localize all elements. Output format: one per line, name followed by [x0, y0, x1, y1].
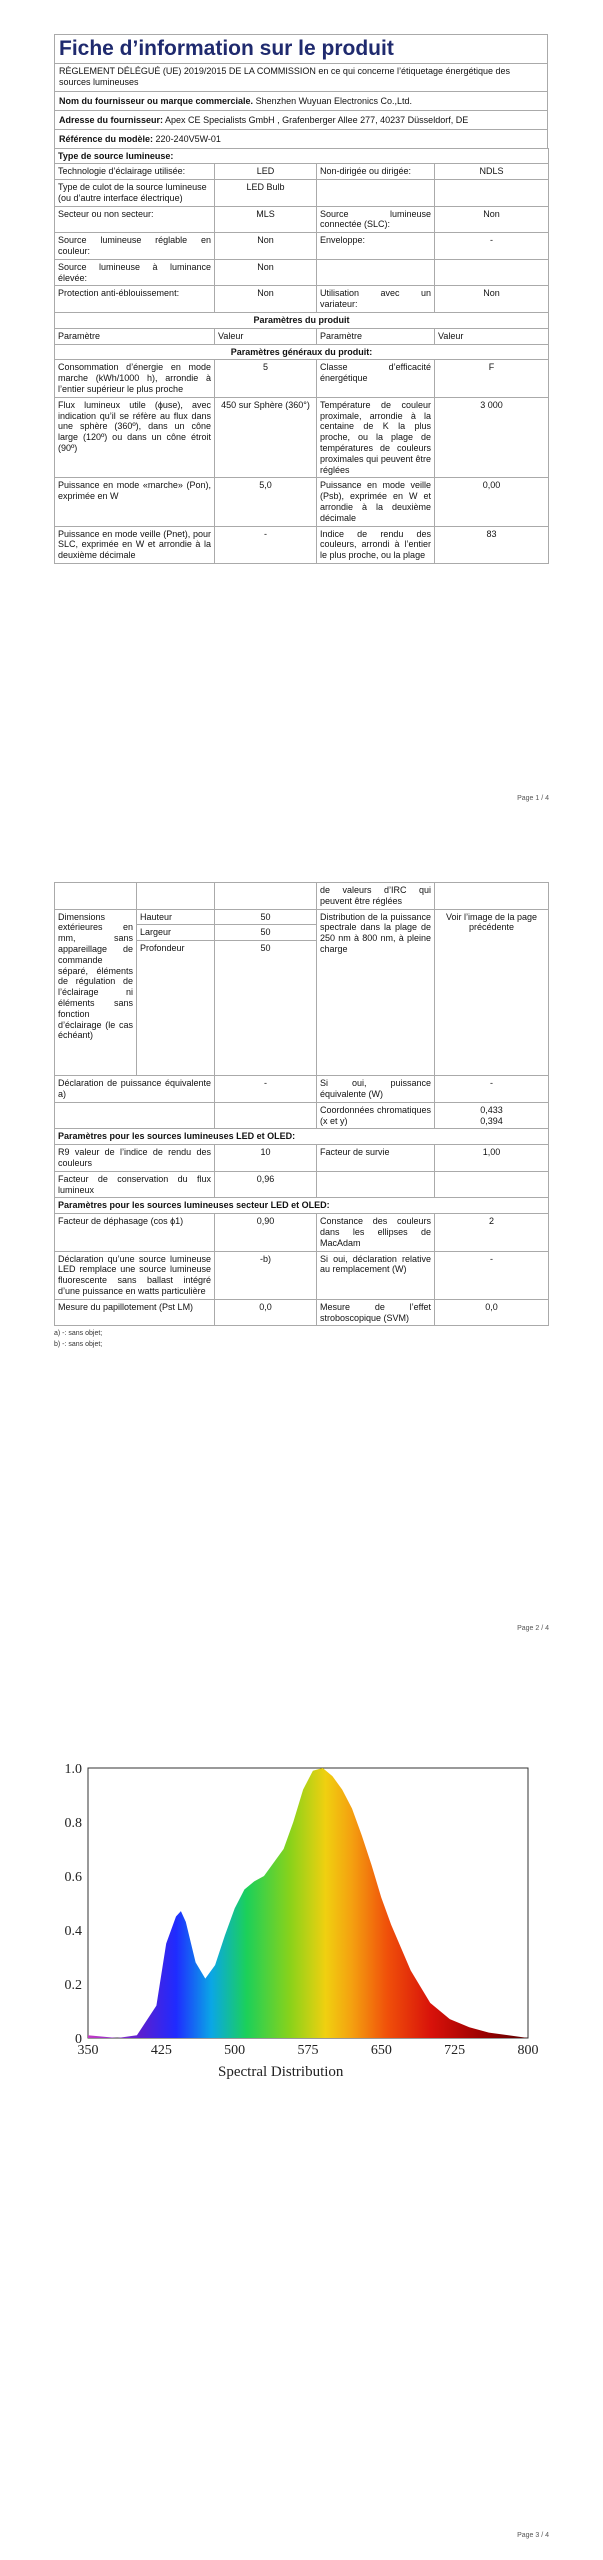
spectrum-area	[88, 1768, 528, 2038]
x-tick-label: 350	[77, 2043, 99, 2058]
table-row: Facteur de déphasage (cos ϕ1) 0,90 Constance des couleurs dans les ellipses de MacAdam 2	[55, 1214, 549, 1251]
table-row: Consommation d’énergie en mode marche (kWh/1000 h), arrondie à l’entier supérieur le plus proche 5 Classe d’efficacité énergétique F	[55, 360, 549, 397]
address-value: Apex CE Specialists GmbH , Grafenberger Allee 277, 40237 Düsseldorf, DE	[165, 114, 469, 125]
address-label: Adresse du fournisseur:	[59, 114, 164, 125]
page-2	[0, 820, 603, 1650]
column-headers: Paramètre Valeur Paramètre Valeur	[55, 328, 549, 344]
product-info-sheet-continued	[54, 882, 548, 1348]
table-row: Déclaration qu’une source lumineuse LED remplace une source lumineuse fluorescente sans ballast intégré d’une puissance en watts particulière -b) Si oui, déclaration relative au remplacement (W) -	[55, 1251, 549, 1299]
table-row: Secteur ou non secteur: MLS Source lumineuse connectée (SLC): Non	[55, 206, 549, 233]
x-tick-label: 425	[150, 2043, 172, 2058]
led-header: Paramètres pour les sources lumineuses LED et OLED:	[55, 1129, 549, 1145]
page-1	[0, 0, 603, 820]
footnote-a: a) -: sans objet;	[54, 1330, 103, 1338]
table-row: Source lumineuse à luminance élevée: Non	[55, 259, 549, 286]
general-header: Paramètres généraux du produit:	[55, 344, 549, 360]
table-row: Protection anti-éblouissement: Non Utilisation avec un variateur: Non	[55, 286, 549, 313]
type-header: Type de source lumineuse:	[55, 148, 549, 164]
table-row: R9 valeur de l’indice de rendu des couleurs 10 Facteur de survie 1,00	[55, 1145, 549, 1172]
table-row: Puissance en mode veille (Pnet), pour SLC, exprimée en W et arrondie à la deuxième décimale - Indice de rendu des couleurs, arrondi à l’entier le plus proche, ou la plage 83	[55, 526, 549, 563]
y-tick-label: 0.2	[64, 1978, 82, 1993]
model-label: Référence du modèle:	[59, 133, 154, 144]
page-number: Page 1 / 4	[517, 795, 549, 802]
x-tick-label: 725	[444, 2043, 466, 2058]
y-tick-label: 0.8	[64, 1816, 82, 1831]
spec-table-2	[54, 882, 549, 1326]
dimensions-label: Dimensions extérieures en mm, sans appareillage de commande séparé, éléments de régulation de l’éclairage ni éléments sans fonction d’éclairage (le cas échéant)	[55, 909, 137, 1076]
table-row: Mesure du papillotement (Pst LM) 0,0 Mesure de l’effet stroboscopique (SVM) 0,0	[55, 1299, 549, 1326]
table-row: Largeur 50	[55, 925, 549, 941]
supplier-label: Nom du fournisseur ou marque commerciale.	[59, 95, 254, 106]
x-tick-label: 800	[517, 2043, 539, 2058]
x-tick-label: 500	[224, 2043, 246, 2058]
params-header: Paramètres du produit	[55, 313, 549, 329]
supplier-value: Shenzhen Wuyuan Electronics Co.,Ltd.	[255, 95, 412, 106]
y-tick-label: 0.6	[64, 1870, 82, 1885]
table-row: de valeurs d’IRC qui peuvent être réglées	[55, 883, 549, 910]
y-tick-label: 0.4	[64, 1924, 82, 1939]
spec-table-1	[54, 148, 549, 565]
table-row: Déclaration de puissance équivalente a) - Si oui, puissance équivalente (W) -	[55, 1076, 549, 1103]
mains-header: Paramètres pour les sources lumineuses secteur LED et OLED:	[55, 1198, 549, 1214]
table-row: Type de culot de la source lumineuse (ou d’autre interface électrique) LED Bulb	[55, 180, 549, 207]
chart-title: Spectral Distribution	[218, 2064, 344, 2080]
address-row	[54, 110, 548, 129]
regulation-text: RÈGLEMENT DÉLÉGUÉ (UE) 2019/2015 DE LA COMMISSION en ce qui concerne l’étiquetage énergétique des sources lumineuses	[54, 63, 548, 91]
table-row: Flux lumineux utile (ϕuse), avec indication qu’il se réfère au flux dans une sphère (360º), dans un cône large (120º) ou dans un cône étroit (90º) 450 sur Sphère (360°) Température de couleur proximale, arrondie à la centaine de K la plus proche, ou la plage de températures de couleurs proximales qui peuvent être réglées 3 000	[55, 397, 549, 478]
model-row	[54, 129, 548, 148]
table-row: Technologie d’éclairage utilisée: LED Non-dirigée ou dirigée: NDLS	[55, 164, 549, 180]
product-info-sheet	[54, 34, 548, 564]
table-row: Coordonnées chromatiques (x et y) 0,433 0,394	[55, 1102, 549, 1129]
x-tick-label: 575	[297, 2043, 319, 2058]
table-row: Facteur de conservation du flux lumineux 0,96	[55, 1171, 549, 1198]
model-value: 220-240V5W-01	[155, 133, 221, 144]
y-tick-label: 0	[75, 2032, 82, 2047]
supplier-row	[54, 91, 548, 110]
x-tick-label: 650	[370, 2043, 392, 2058]
footnote-b: b) -: sans objet;	[54, 1341, 103, 1349]
page-number: Page 3 / 4	[517, 2532, 549, 2539]
table-row: Dimensions extérieures en mm, sans appareillage de commande séparé, éléments de régulation de l’éclairage ni éléments sans fonction d’éclairage (le cas échéant) Hauteur 50 Distribution de la puissance spectrale dans la plage de 250 nm à 800 nm, à pleine charge Voir l’image de la page précédente	[55, 909, 549, 925]
table-row: Puissance en mode «marche» (Pon), exprimée en W 5,0 Puissance en mode veille (Psb), exprimée en W et arrondie à la deuxième décimale 0,00	[55, 478, 549, 526]
page-number: Page 2 / 4	[517, 1625, 549, 1632]
page-title: Fiche d’information sur le produit	[54, 34, 548, 63]
y-tick-label: 1.0	[64, 1762, 82, 1777]
table-row: Source lumineuse réglable en couleur: Non Enveloppe: -	[55, 233, 549, 260]
table-row: Profondeur 50	[55, 941, 549, 1076]
spectral-distribution-chart	[58, 1758, 548, 2088]
page-3	[0, 1650, 603, 2560]
